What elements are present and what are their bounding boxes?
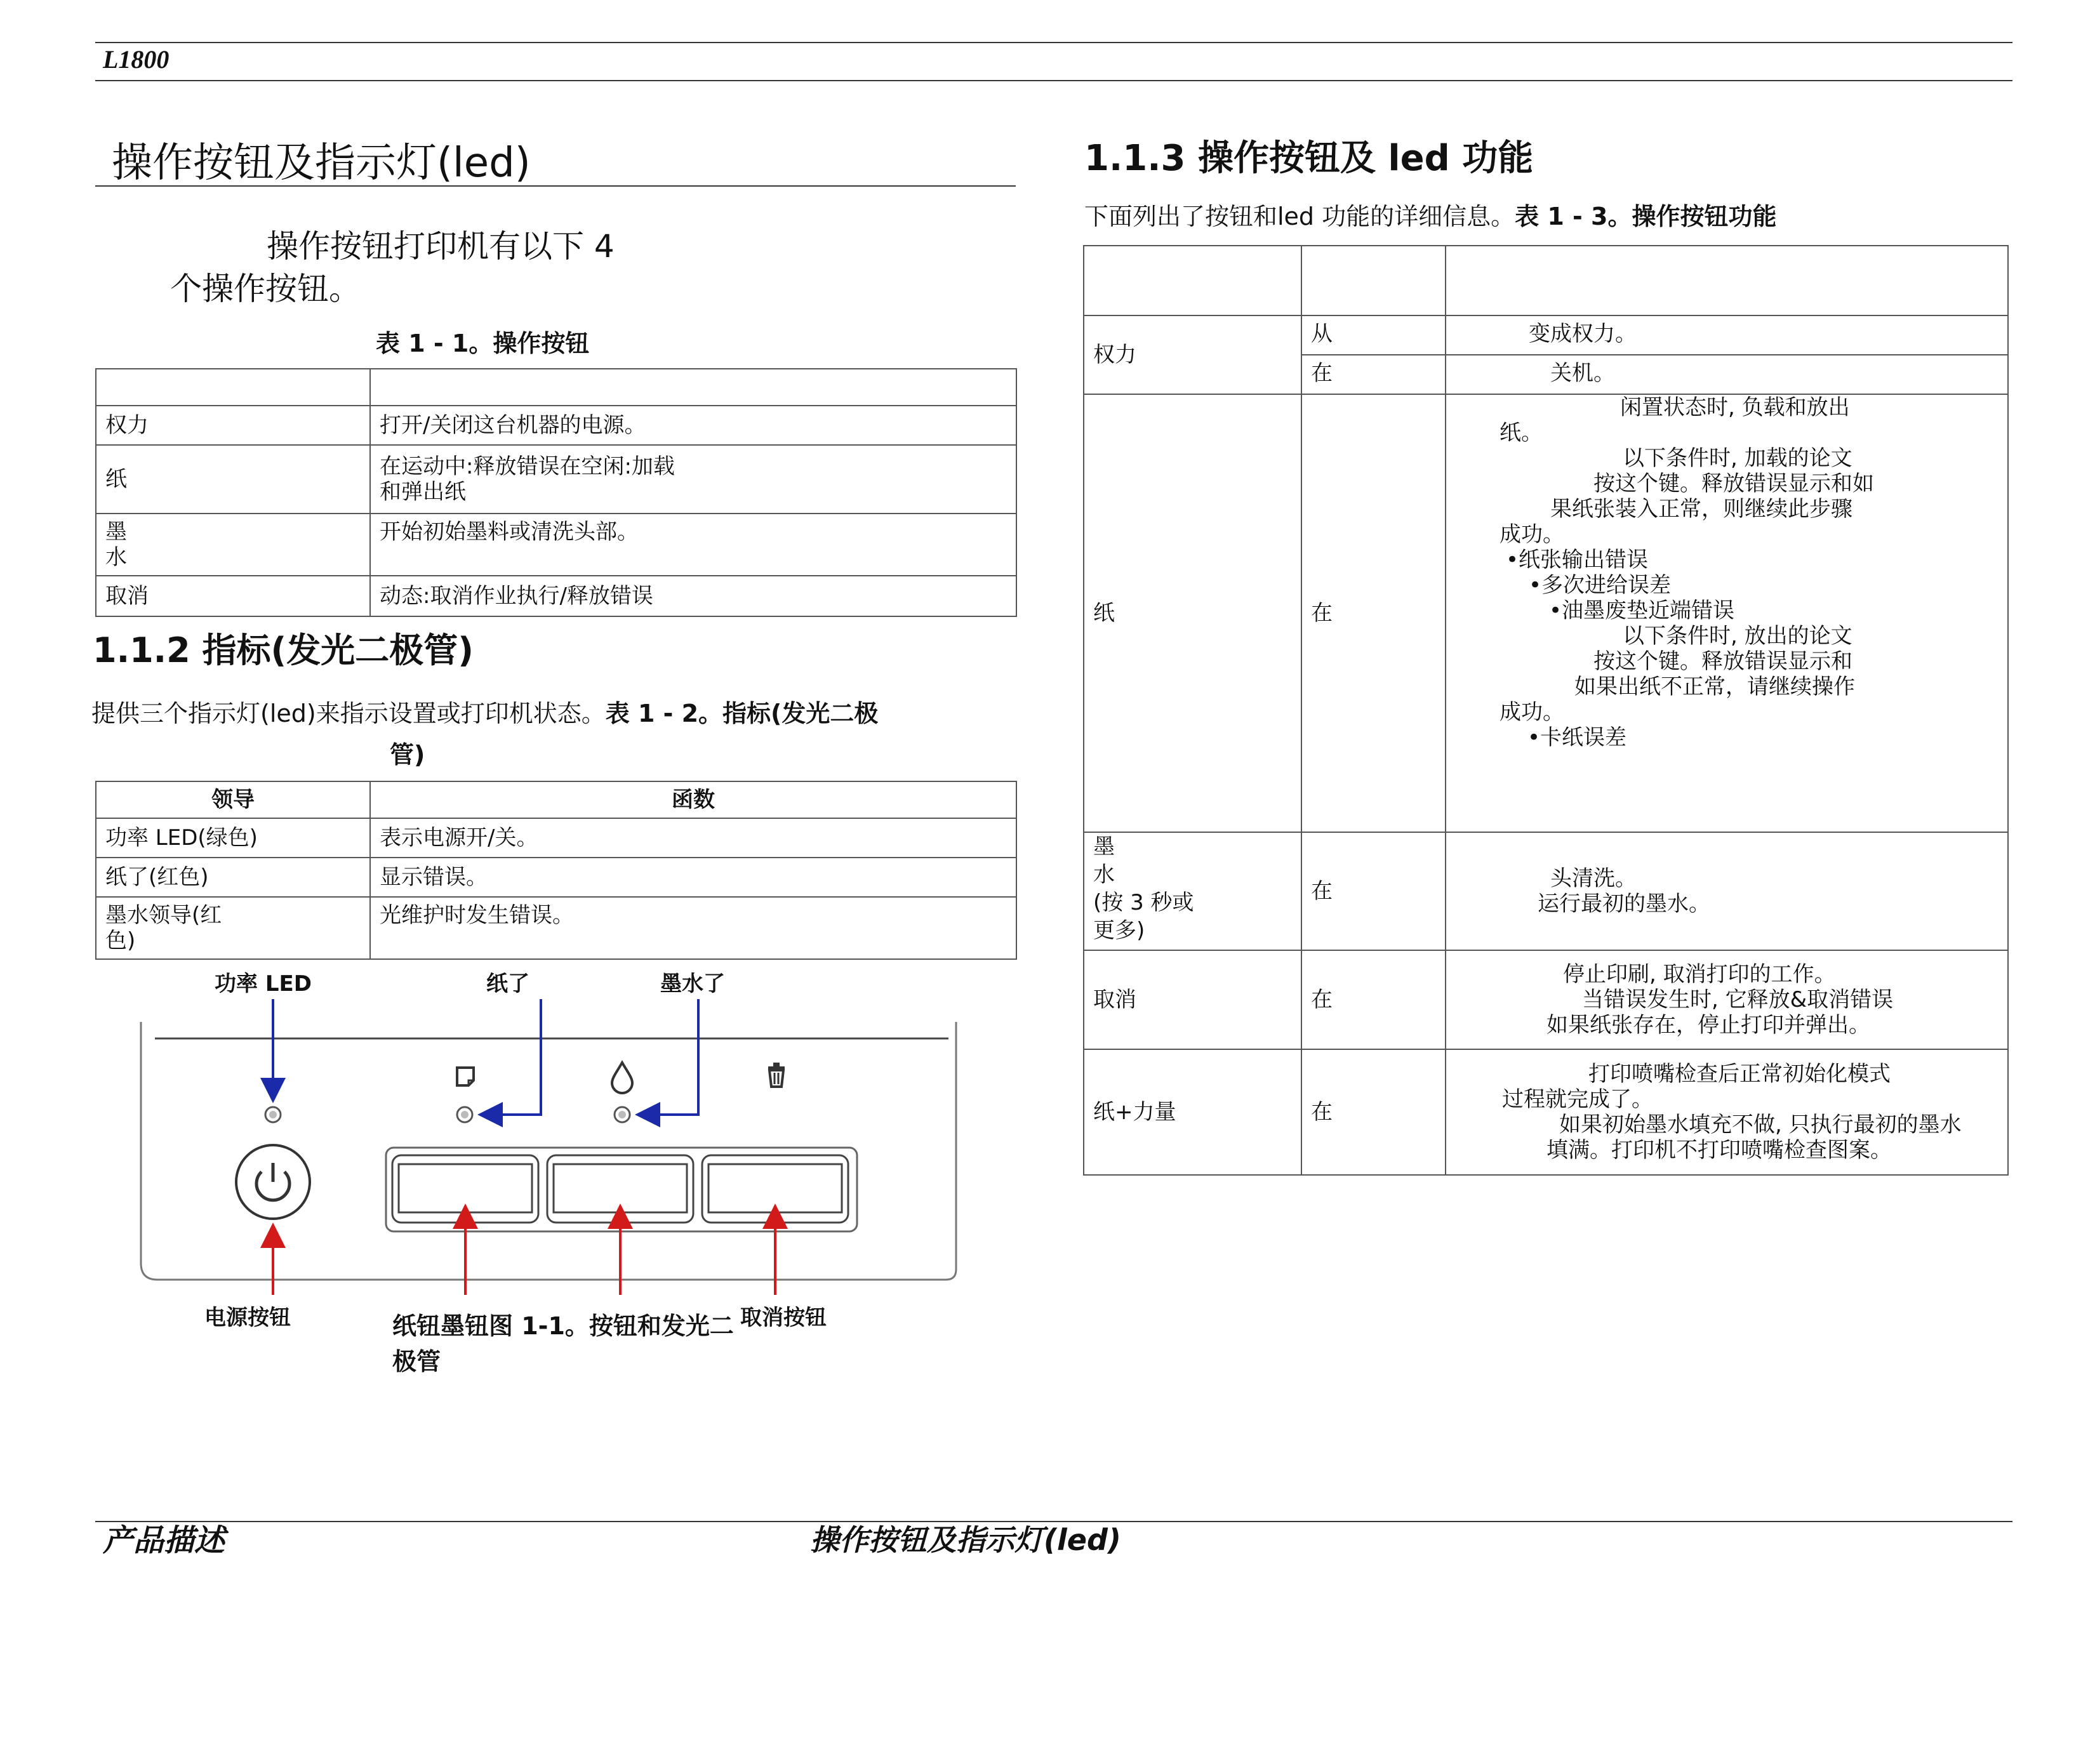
button-function: 开始初始墨料或清洗头部。 <box>370 514 1016 576</box>
ink-drop-icon <box>612 1063 632 1093</box>
table-row <box>96 897 1016 959</box>
table-row <box>1084 315 2008 355</box>
figure-caption-line2: 极管 <box>392 1348 441 1376</box>
button-name: 墨 水 (按 3 秒或 更多) <box>1084 832 1301 950</box>
table-row <box>1084 394 2008 832</box>
table-header-row <box>96 781 1016 818</box>
led-function: 光维护时发生错误。 <box>370 897 1016 959</box>
indicator-description: 提供三个指示灯(led)来指示设置或打印机状态。表 1 - 2。指标(发光二极 <box>91 700 879 727</box>
column-header: 领导 <box>96 781 370 818</box>
button-name: 取消 <box>1084 950 1301 1049</box>
button-function: 停止印刷, 取消打印的工作。 当错误发生时, 它释放&取消错误 如果纸张存在，停止打印并弹出。 <box>1446 950 2008 1049</box>
left-section-title: 操作按钮及指示灯(led) <box>112 140 531 187</box>
header-bottom-rule <box>95 80 2012 81</box>
button-function: 关机。 <box>1446 355 2008 394</box>
table-row <box>96 858 1016 897</box>
table-header-row <box>96 369 1016 406</box>
table-header-row <box>1084 246 2008 315</box>
button-state: 从 <box>1301 315 1446 355</box>
label-cancel-button: 取消按钮 <box>740 1305 827 1330</box>
cancel-trash-icon <box>768 1063 785 1087</box>
button-state: 在 <box>1301 394 1446 832</box>
intro-line-1: 操作按钮打印机有以下 4 <box>267 228 615 265</box>
table-row <box>96 818 1016 858</box>
button-name: 墨 水 <box>96 514 370 576</box>
operation-buttons-table <box>95 368 1017 617</box>
button-name: 纸 <box>1084 394 1301 832</box>
led-name: 墨水领导(红 色) <box>96 897 370 959</box>
table1-caption: 表 1 - 1。操作按钮 <box>376 329 590 357</box>
button-name: 权力 <box>96 406 370 445</box>
button-function: 动态:取消作业执行/释放错误 <box>370 576 1016 616</box>
label-power-led: 功率 LED <box>215 971 312 997</box>
button-function: 打开/关闭这台机器的电源。 <box>370 406 1016 445</box>
header-model: L1800 <box>103 45 170 74</box>
button-state: 在 <box>1301 355 1446 394</box>
intro-line-2: 个操作按钮。 <box>170 270 361 307</box>
header-top-rule <box>95 42 2012 43</box>
ink-led <box>615 1107 630 1122</box>
section-112-title: 1.1.2 指标(发光二极管) <box>93 630 474 670</box>
power-led <box>265 1107 281 1122</box>
button-function: 头清洗。 运行最初的墨水。 <box>1446 832 2008 950</box>
power-button <box>236 1145 310 1219</box>
right-section-title: 1.1.3 操作按钮及 led 功能 <box>1084 138 1534 179</box>
button-state: 在 <box>1301 832 1446 950</box>
left-title-rule <box>95 185 1016 187</box>
button-functions-table <box>1083 245 2009 1176</box>
label-ink-led: 墨水了 <box>660 971 725 997</box>
button-name: 权力 <box>1084 315 1301 394</box>
indicator-caption-tail: 管) <box>390 741 425 769</box>
indicators-table <box>95 781 1017 960</box>
button-name: 纸 <box>96 445 370 514</box>
label-power-button: 电源按钮 <box>204 1305 291 1330</box>
right-description: 下面列出了按钮和led 功能的详细信息。表 1 - 3。操作按钮功能 <box>1084 202 1777 230</box>
led-name: 纸了(红色) <box>96 858 370 897</box>
table-row <box>96 406 1016 445</box>
table-row <box>1084 950 2008 1049</box>
footer-center: 操作按钮及指示灯(led) <box>810 1523 1121 1557</box>
arrow-ink-led <box>640 999 698 1115</box>
table-row <box>96 576 1016 616</box>
table-row <box>1084 1049 2008 1175</box>
led-name: 功率 LED(绿色) <box>96 818 370 858</box>
table-row <box>1084 832 2008 950</box>
table-row <box>96 445 1016 514</box>
footer-left: 产品描述 <box>103 1523 225 1558</box>
label-paper-led: 纸了 <box>486 971 529 997</box>
button-state: 在 <box>1301 950 1446 1049</box>
column-header: 函数 <box>370 781 1016 818</box>
paper-led <box>457 1107 472 1122</box>
button-function: 闲置状态时, 负载和放出 纸。 以下条件时, 加载的论文 按这个键。释放错误显示和如 果纸张装入正常，则继续此步骤 成功。 •纸张输出错误 •多次进给误差 •油墨废垫近端错误 以下条件时, 放出的论文 按这个键。释放错误显示和 如果出纸不正常，请继续操作 成功。 •卡纸误差 <box>1446 394 2008 832</box>
led-function: 表示电源开/关。 <box>370 818 1016 858</box>
figure-caption-line1: 纸钮墨钮图 1-1。按钮和发光二 <box>392 1312 734 1340</box>
button-name: 纸+力量 <box>1084 1049 1301 1175</box>
arrow-paper-led <box>482 999 541 1115</box>
control-panel-diagram <box>127 997 984 1301</box>
led-function: 显示错误。 <box>370 858 1016 897</box>
button-function: 打印喷嘴检查后正常初始化模式 过程就完成了。 如果初始墨水填充不做, 只执行最初的墨水 填满。打印机不打印喷嘴检查图案。 <box>1446 1049 2008 1175</box>
table-row <box>96 514 1016 576</box>
button-function: 在运动中:释放错误在空闲:加载 和弹出纸 <box>370 445 1016 514</box>
paper-icon <box>457 1068 474 1085</box>
button-state: 在 <box>1301 1049 1446 1175</box>
button-name: 取消 <box>96 576 370 616</box>
button-function: 变成权力。 <box>1446 315 2008 355</box>
